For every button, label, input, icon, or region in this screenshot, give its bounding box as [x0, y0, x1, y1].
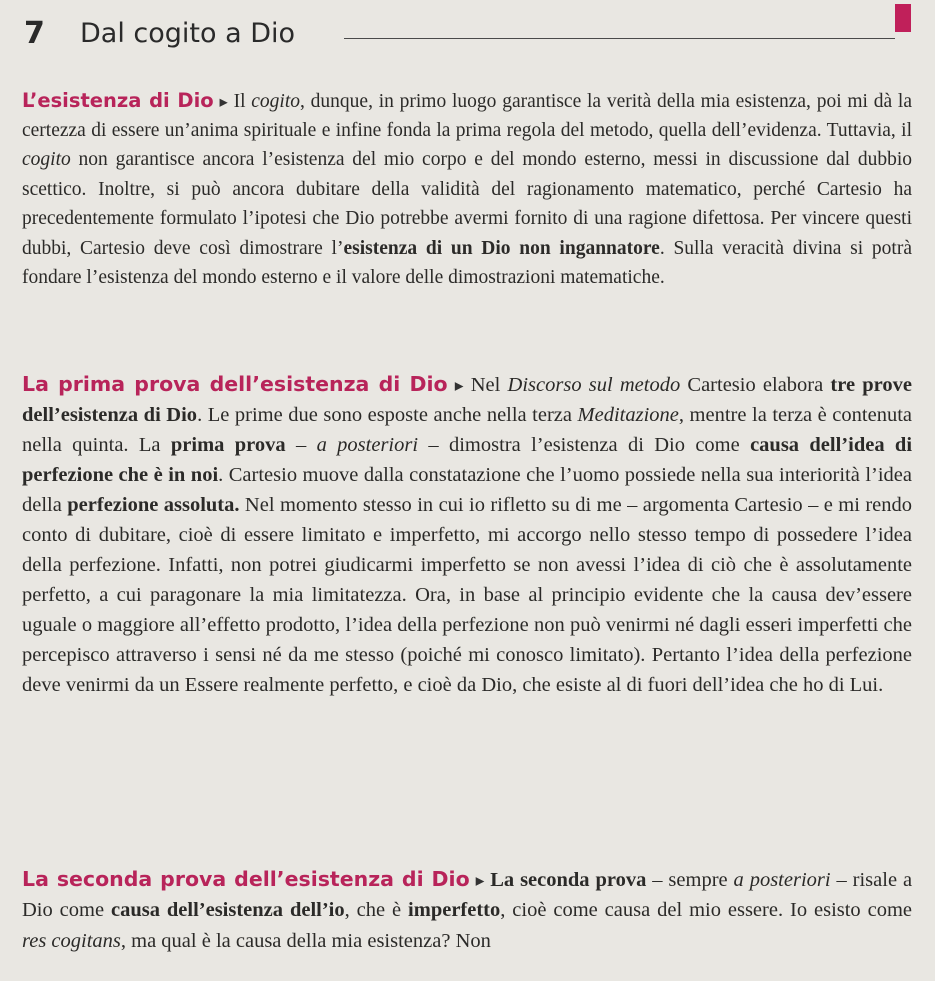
text: , cioè come causa del mio essere. Io esisto come — [500, 899, 912, 921]
text-italic: Discorso sul metodo — [507, 373, 681, 396]
text-italic: a posteriori — [316, 433, 419, 456]
text: – dimostra l’esistenza di Dio come — [418, 433, 751, 456]
header-rule — [344, 38, 895, 39]
paragraph-heading: La prima prova dell’esistenza di Dio — [22, 371, 448, 396]
paragraph-second-proof — [22, 864, 912, 957]
text: – risale a Dio come — [22, 868, 913, 921]
triangle-marker-icon: ▸ — [475, 869, 485, 890]
text-italic: cogito — [22, 149, 71, 171]
text-bold: La seconda prova — [490, 868, 647, 891]
text-italic: cogito — [251, 90, 301, 112]
triangle-marker-icon: ▸ — [219, 91, 228, 111]
text: Il — [227, 90, 252, 112]
section-header — [24, 16, 915, 56]
text: – sempre — [646, 868, 734, 891]
text: , ma qual è la causa della mia esistenza? Non — [120, 929, 491, 952]
text-bold: prima prova — [170, 433, 286, 456]
text-bold: esistenza di un Dio non ingannatore — [343, 237, 660, 259]
text: – — [285, 433, 317, 456]
text: Nel — [463, 373, 508, 396]
section-number: 7 — [24, 16, 45, 51]
text-italic: Meditazione — [577, 403, 679, 426]
text: Nel momento stesso in cui io rifletto su di me – argomenta Cartesio – e mi rendo conto di dubitare, cioè di essere limitato e imperfetto, mi accorgo nello stesso tempo di possedere l’idea della perfezione. Infatti, non potrei giudicarmi imperfetto se non avessi l’idea di ciò che è assolutamente perfetto, a cui paragonare la mia limitatezza. Ora, in base al principio evidente che la causa dev’essere uguale o maggiore all’effetto prodotto, l’idea della perfezione non può venirmi né dagli esseri imperfetti che percepisco attraverso i sensi né da me stesso (poiché mi conosco limitato). Pertanto l’idea della perfezione deve venirmi da un Essere realmente perfetto, e cioè da Dio, che esiste al di fuori dell’idea che ho di Lui. — [22, 493, 912, 696]
text: non garantisce ancora l’esistenza del mio corpo e del mondo esterno, messi in discussione dal dubbio scettico. Inoltre, si può ancora dubitare della validità del ragionamento matematico, perché Cartesio ha precedentemente formulato l’ipotesi che Dio potrebbe avermi fornito di una ragione difettosa. Per vincere questi dubbi, Cartesio deve così dimostrare l’ — [22, 149, 912, 259]
text: . Le prime due sono esposte anche nella terza — [197, 403, 578, 426]
text: , che è — [344, 899, 409, 921]
text-italic: res cogitans — [22, 929, 121, 952]
text: , mentre la terza è contenuta nella quinta. La — [22, 403, 912, 456]
triangle-marker-icon: ▸ — [454, 374, 464, 395]
text: . Sulla veracità divina si potrà fondare l’esistenza del mondo esterno e il valore delle dimostrazioni matematiche. — [22, 237, 912, 288]
paragraph-heading: L’esistenza di Dio — [22, 88, 214, 112]
paragraph-first-proof — [22, 369, 912, 700]
text-bold: imperfetto — [408, 899, 501, 921]
text: , dunque, in primo luogo garantisce la verità della mia esistenza, poi mi dà la certezza di essere un’anima spirituale e infine fonda la prima regola del metodo, quella dell’evidenza. Tuttavia, il — [22, 90, 912, 141]
text: . Cartesio muove dalla constatazione che l’uomo possiede nella sua interiorità l’idea della — [22, 463, 912, 516]
paragraph-existence-of-god — [22, 86, 912, 293]
text-bold: causa dell’idea di perfezione che è in noi — [22, 433, 913, 486]
text: Cartesio elabora — [680, 373, 831, 396]
section-title: Dal cogito a Dio — [80, 18, 296, 49]
paragraph-heading: La seconda prova dell’esistenza di Dio — [22, 866, 470, 891]
text-italic: a posteriori — [733, 868, 831, 891]
text-bold: causa dell’esistenza dell’io — [110, 899, 345, 921]
text-bold: tre prove dell’esistenza di Dio — [22, 373, 912, 426]
text-bold: perfezione assoluta. — [67, 493, 240, 516]
